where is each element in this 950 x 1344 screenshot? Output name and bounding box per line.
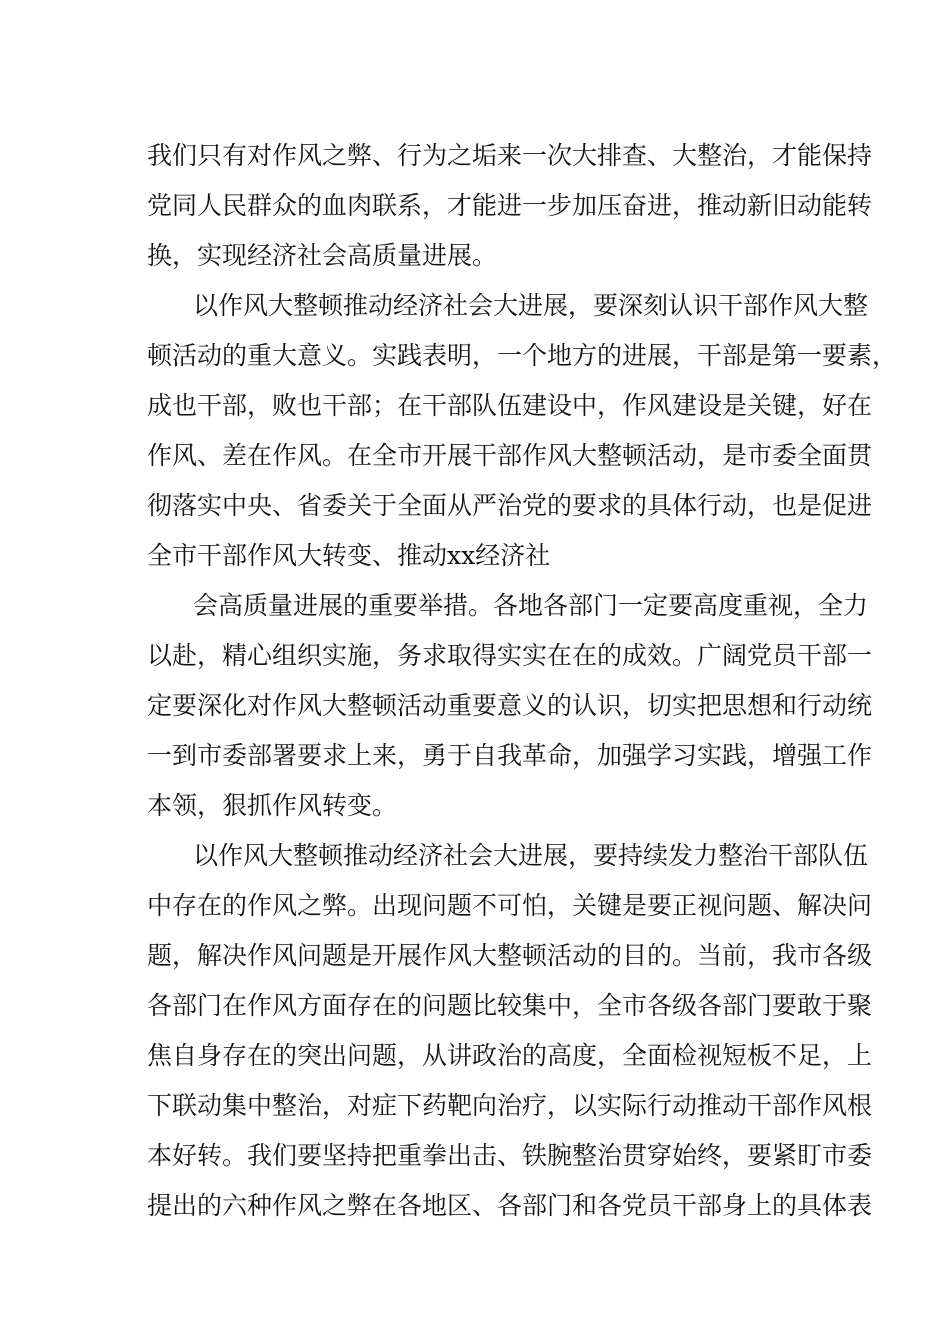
text-line: 本好转。我们要坚持把重拳出击、铁腕整治贯穿始终，要紧盯市委 [147,1141,873,1170]
text-line: 彻落实中央、省委关于全面从严治党的要求的具体行动，也是促进 [147,491,873,520]
text-line: 以作风大整顿推动经济社会大进展，要深刻认识干部作风大整 [193,291,869,320]
text-line: 提出的六种作风之弊在各地区、各部门和各党员干部身上的具体表 [147,1191,873,1220]
text-line: 全市干部作风大转变、推动xx经济社 [147,541,551,570]
text-line: 下联动集中整治，对症下药靶向治疗，以实际行动推动干部作风根 [147,1091,873,1120]
text-line: 一到市委部署要求上来，勇于自我革命，加强学习实践，增强工作 [147,741,873,770]
text-line: 以赴，精心组织实施，务求取得实实在在的成效。广阔党员干部一 [147,641,873,670]
text-line: 我们只有对作风之弊、行为之垢来一次大排查、大整治，才能保持 [147,141,873,170]
text-line: 定要深化对作风大整顿活动重要意义的认识，切实把思想和行动统 [147,691,873,720]
text-line: 中存在的作风之弊。出现问题不可怕，关键是要正视问题、解决问 [147,891,873,920]
text-line: 以作风大整顿推动经济社会大进展，要持续发力整治干部队伍 [193,841,869,870]
text-line: 成也干部，败也干部；在干部队伍建设中，作风建设是关键，好在 [147,391,873,420]
text-line: 会高质量进展的重要举措。各地各部门一定要高度重视，全力 [193,591,869,620]
text-line: 各部门在作风方面存在的问题比较集中，全市各级各部门要敢于聚 [147,991,873,1020]
text-line: 顿活动的重大意义。实践表明，一个地方的进展，干部是第一要素， [147,341,898,370]
text-line: 焦自身存在的突出问题，从讲政治的高度，全面检视短板不足，上 [147,1041,873,1070]
text-line: 党同人民群众的血肉联系，才能进一步加压奋进，推动新旧动能转 [147,191,873,220]
text-line: 本领，狠抓作风转变。 [147,791,398,820]
text-line: 作风、差在作风。在全市开展干部作风大整顿活动，是市委全面贯 [147,441,873,470]
document-body [147,131,898,1231]
text-line: 换，实现经济社会高质量进展。 [147,241,498,270]
text-line: 题，解决作风问题是开展作风大整顿活动的目的。当前，我市各级 [147,941,873,970]
